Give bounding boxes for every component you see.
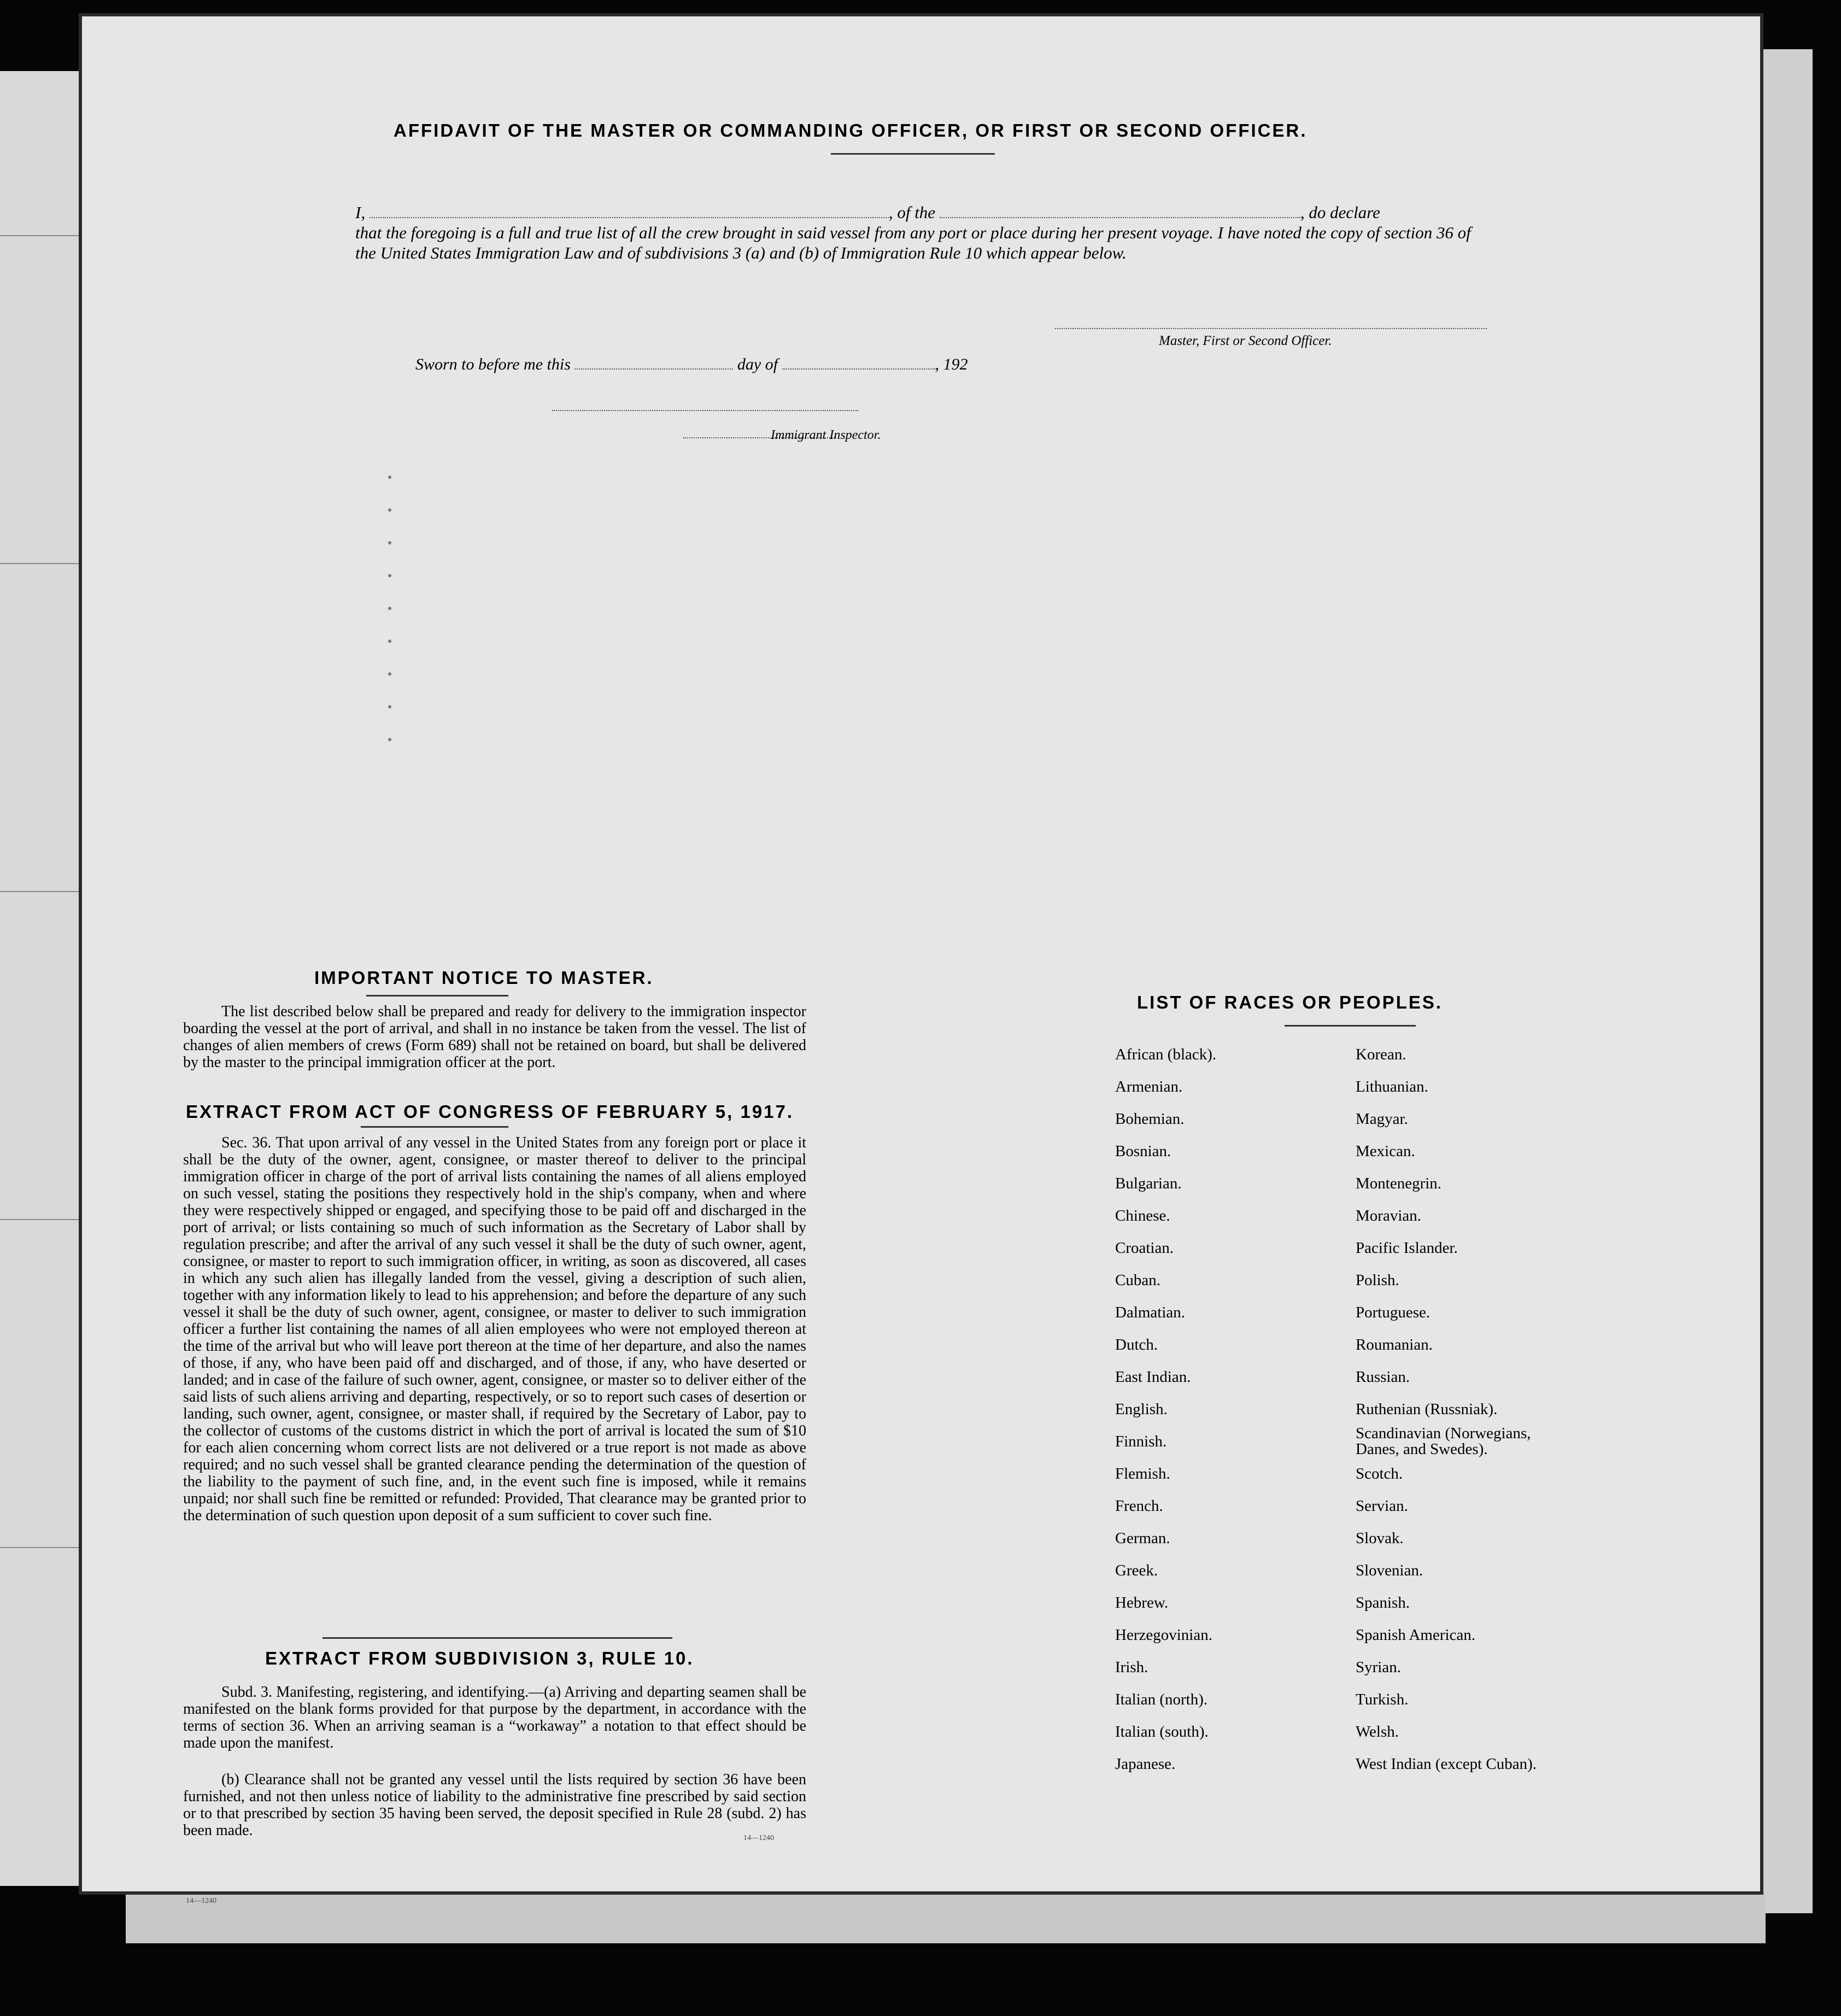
- race-item: Irish.: [1115, 1658, 1148, 1676]
- race-item: Greek.: [1115, 1562, 1158, 1579]
- sworn-text-c: , 192: [935, 355, 968, 373]
- divider: [1285, 1025, 1416, 1027]
- race-item: Herzegovinian.: [1115, 1626, 1212, 1644]
- bottom-underlying-sheet: [126, 1891, 1766, 1943]
- race-item: Bosnian.: [1115, 1142, 1171, 1160]
- divider: [831, 153, 995, 155]
- declaration-end: , do declare: [1300, 203, 1380, 222]
- race-item: Roumanian.: [1356, 1336, 1433, 1353]
- race-item: Polish.: [1356, 1271, 1399, 1289]
- act-extract-body: Sec. 36. That upon arrival of any vessel in the United States from any foreign port or place it shall be the duty of the owner, agent, consignee, or master thereof to deliver to the principal immigration officer in charge of the port of arrival lists containing the names of all aliens employed on such vessel, stating the positions they respectively hold in the ship's company, when and where they were respectively shipped or engaged, and specifying those to be paid off and discharged in the port of arrival; or lists containing so much of such information as the Secretary of Labor shall by regulation prescribe; and after the arrival of any such vessel it shall be the duty of such owner, agent, consignee, or master to report to such immigration officer, in writing, as soon as discovered, all cases in which any such alien has illegally landed from the vessel, giving a description of such alien, together with any information likely to lead to his apprehension; and before the departure of any such vessel it shall be the duty of such owner, agent, consignee, or master to deliver to such immigration officer a further list containing the names of all alien employees who were not employed thereon at the time of the arrival but who will leave port thereon at the time of her departure, and also the names of those, if any, who have been paid off and discharged, and of those, if any, who have deserted or landed; and in case of the failure of such owner, agent, consignee, or master so to deliver either of the said lists of such aliens arriving and departing, respectively, or so to report such cases of desertion or landing, such owner, agent, consignee, or master shall, if required by the Secretary of Labor, pay to the collector of customs of the customs district in which the port of arrival is located the sum of $10 for each alien concerning whom correct lists are not delivered or a true report is not made as above required; and no such vessel shall be granted clearance pending the determination of the question of the liability to the payment of such fine, and, in the event such fine is imposed, while it remains unpaid; nor shall such fine be remitted or refunded: Provided, That clearance may be granted prior to the determination of such question upon deposit of a sum sufficient to cover such fine.: [183, 1134, 806, 1524]
- inspector-label: Immigrant Inspector.: [771, 428, 881, 442]
- margin-mark: [388, 738, 391, 741]
- race-item: Chinese.: [1115, 1207, 1170, 1224]
- race-item: Italian (north).: [1115, 1691, 1208, 1708]
- act-extract-title: EXTRACT FROM ACT OF CONGRESS OF FEBRUARY 5, 1917.: [186, 1101, 794, 1122]
- left-underlying-sheet: [0, 71, 79, 1886]
- margin-mark: [388, 541, 391, 544]
- race-item: Scotch.: [1356, 1465, 1403, 1482]
- race-item: East Indian.: [1115, 1368, 1191, 1386]
- rule-extract-title: EXTRACT FROM SUBDIVISION 3, RULE 10.: [265, 1648, 694, 1668]
- race-item: Dutch.: [1115, 1336, 1158, 1353]
- race-item: German.: [1115, 1529, 1170, 1547]
- race-item: Hebrew.: [1115, 1594, 1169, 1611]
- race-item: Bohemian.: [1115, 1110, 1185, 1128]
- margin-mark: [388, 705, 391, 708]
- divider: [366, 995, 508, 997]
- race-item: Dalmatian.: [1115, 1304, 1186, 1321]
- race-item: Spanish American.: [1356, 1626, 1476, 1644]
- race-item: Slovenian.: [1356, 1562, 1423, 1579]
- notice-title: IMPORTANT NOTICE TO MASTER.: [314, 968, 654, 988]
- race-item: English.: [1115, 1400, 1168, 1418]
- declaration-mid: , of the: [888, 203, 936, 222]
- affidavit-title: AFFIDAVIT OF THE MASTER OR COMMANDING OFFICER, OR FIRST OR SECOND OFFICER.: [394, 120, 1308, 140]
- vessel-blank: [940, 206, 1300, 218]
- form-number: 14—1240: [743, 1834, 774, 1842]
- day-blank: [574, 358, 733, 370]
- races-title: LIST OF RACES OR PEOPLES.: [1137, 992, 1443, 1012]
- race-item: Mexican.: [1356, 1142, 1415, 1160]
- sworn-text-a: Sworn to before me this: [415, 355, 571, 373]
- divider: [361, 1126, 508, 1128]
- race-item: Italian (south).: [1115, 1723, 1209, 1740]
- races-right-column: [1356, 1039, 1574, 1780]
- race-item: Russian.: [1356, 1368, 1410, 1386]
- sworn-text-b: day of: [737, 355, 778, 373]
- race-item: Moravian.: [1356, 1207, 1421, 1224]
- margin-mark: [388, 508, 391, 512]
- race-item: Flemish.: [1115, 1465, 1170, 1482]
- race-item: Spanish.: [1356, 1594, 1410, 1611]
- signature-line: [1055, 328, 1487, 329]
- month-blank: [782, 358, 935, 370]
- race-item: Armenian.: [1115, 1078, 1183, 1095]
- affidavit-text: [355, 202, 1487, 263]
- margin-mark: [388, 476, 391, 479]
- race-item: Magyar.: [1356, 1110, 1408, 1128]
- race-item: Ruthenian (Russniak).: [1356, 1400, 1498, 1418]
- race-item: African (black).: [1115, 1046, 1217, 1063]
- race-item: Bulgarian.: [1115, 1175, 1182, 1192]
- race-item: Portuguese.: [1356, 1304, 1430, 1321]
- rule-subdivision-b: (b) Clearance shall not be granted any vessel until the lists required by section 36 have been furnished, and not then unless notice of liability to the administrative fine prescribed by said section or to that prescribed by section 35 having been served, the deposit specified in Rule 28 (subd. 2) has been made.: [183, 1771, 806, 1839]
- race-item: Syrian.: [1356, 1658, 1401, 1676]
- race-item: Montenegrin.: [1356, 1175, 1442, 1192]
- inspector-signature-line: [552, 410, 858, 411]
- sworn-line: [415, 355, 968, 374]
- declaration-start: I,: [355, 203, 366, 222]
- margin-mark: [388, 672, 391, 676]
- declaration-line: [355, 202, 1487, 222]
- race-item: Welsh.: [1356, 1723, 1399, 1740]
- races-left-column: [1115, 1039, 1216, 1780]
- bottom-form-number: 14—1240: [186, 1897, 216, 1905]
- race-item: Korean.: [1356, 1046, 1406, 1063]
- rule-subdivision-a: Subd. 3. Manifesting, registering, and identifying.—(a) Arriving and departing seamen shall be manifested on the blank forms provided for that purpose by the department, in accordance with the terms of section 36. When an arriving seaman is a “workaway” a notation to that effect should be made upon the manifest.: [183, 1684, 806, 1751]
- race-item: Pacific Islander.: [1356, 1239, 1458, 1257]
- margin-mark: [388, 574, 391, 577]
- race-item: Finnish.: [1115, 1433, 1167, 1450]
- margin-mark: [388, 640, 391, 643]
- race-item: Lithuanian.: [1356, 1078, 1428, 1095]
- race-item: Turkish.: [1356, 1691, 1409, 1708]
- name-blank: [370, 206, 889, 218]
- margin-mark: [388, 607, 391, 610]
- race-item: West Indian (except Cuban).: [1356, 1755, 1537, 1773]
- divider: [323, 1637, 672, 1639]
- affidavit-body-text: that the foregoing is a full and true list of all the crew brought in said vessel from any port or place during her present voyage. I have noted the copy of section 36 of the United States Immigration Law and of subdivisions 3 (a) and (b) of Immigration Rule 10 which appear below.: [355, 223, 1471, 262]
- race-item: Croatian.: [1115, 1239, 1174, 1257]
- race-item: Servian.: [1356, 1497, 1408, 1515]
- race-item: Slovak.: [1356, 1529, 1404, 1547]
- race-item: Scandinavian (Norwegians, Danes, and Swedes).: [1356, 1425, 1531, 1458]
- document-page: [82, 16, 1760, 1891]
- race-item: French.: [1115, 1497, 1163, 1515]
- race-item: Cuban.: [1115, 1271, 1160, 1289]
- notice-body: The list described below shall be prepared and ready for delivery to the immigration inspector boarding the vessel at the port of arrival, and shall in no instance be taken from the vessel. The list of changes of alien members of crews (Form 689) shall not be retained on board, but shall be delivered by the master to the principal immigration officer at the port.: [183, 1003, 806, 1071]
- signature-label: Master, First or Second Officer.: [1159, 333, 1332, 348]
- race-item: Japanese.: [1115, 1755, 1176, 1773]
